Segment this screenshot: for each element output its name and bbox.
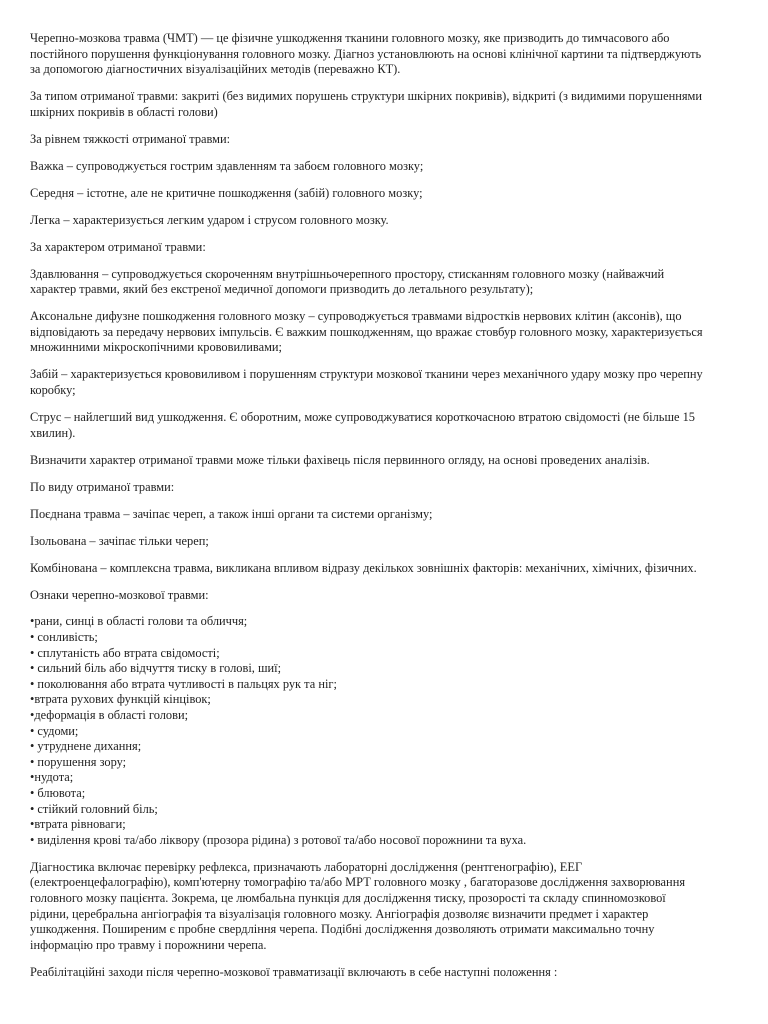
symptom-list-item: • сонливість; — [30, 630, 98, 645]
symptom-list-item: •втрата рівноваги; — [30, 817, 126, 832]
paragraph: Забій – характеризується крововиливом і порушенням структури мозкової тканини через механічного удару мозку про черепну коробку; — [30, 367, 703, 398]
paragraph: Ознаки черепно-мозкової травми: — [30, 587, 209, 602]
paragraph: Аксональне дифузне пошкодження головного мозку – супроводжується травмами відростків нервових клітин (аксонів), що відповідають за передачу нервових імпульсів. Є важким пошкодженням, що вражає стовбур головного мозку, характеризується множинними мікроскопічними крововиливами; — [30, 309, 703, 355]
symptom-list-item: • поколювання або втрата чутливості в пальцях рук та ніг; — [30, 676, 337, 691]
paragraph: Поєднана травма – зачіпає череп, а також інші органи та системи організму; — [30, 506, 433, 521]
symptom-list-item: • порушення зору; — [30, 754, 127, 769]
symptom-list-item: • утруднене дихання; — [30, 739, 142, 754]
paragraph: Важка – супроводжується гострим здавленням та забоєм головного мозку; — [30, 158, 424, 173]
paragraph: Діагностика включає перевірку рефлекса, призначають лабораторні дослідження (рентгенографію), ЕЕГ (електроенцефалографію), комп'ютерну томографію та/або МРТ головного мозку , багаторазове дослідження захворювання головного мозку пацієнта. Зокрема, це люмбальна пункція для дослідження тиску, прозорості та складу спинномозкової рідини, церебральна ангіографія та візуалізація головного мозку. Ангіографія дозволяє визначити предмет і характер ушкодження. Поширеним є пробне свердління черепа. Подібні дослідження дозволяють отримати максимально точну інформацію про травму і порожнини черепа. — [30, 859, 686, 952]
document-paragraphs-bottom — [30, 860, 706, 981]
symptom-list-item: •рани, синці в області голови та обличчя; — [30, 614, 248, 629]
paragraph: За рівнем тяжкості отриманої травми: — [30, 131, 231, 146]
document-paragraphs-top — [30, 31, 706, 603]
symptom-list-item: • стійкий головний біль; — [30, 801, 158, 816]
symptom-list-item: • сплутаність або втрата свідомості; — [30, 645, 220, 660]
symptom-list-item: •втрата рухових функцій кінцівок; — [30, 692, 211, 707]
paragraph: Струс – найлегший вид ушкодження. Є оборотним, може супроводжуватися короткочасною втратою свідомості (не більше 15 хвилин). — [30, 410, 695, 440]
symptom-list-item: • блювота; — [30, 786, 86, 801]
document-body — [30, 31, 706, 992]
symptom-list-item: •деформація в області голови; — [30, 708, 189, 723]
paragraph: По виду отриманої травми: — [30, 479, 175, 494]
paragraph: За типом отриманої травми: закриті (без видимих порушень структури шкірних покривів), відкриті (з видимими порушеннями шкірних покривів в області голови) — [30, 89, 703, 119]
paragraph: Середня – істотне, але не критичне пошкодження (забій) головного мозку; — [30, 185, 423, 200]
symptoms-list — [30, 614, 706, 848]
paragraph: Реабілітаційні заходи після черепно-мозкової травматизації включають в себе наступні положення : — [30, 964, 558, 979]
paragraph: Визначити характер отриманої травми може тільки фахівець після первинного огляду, на основі проведених аналізів. — [30, 452, 650, 467]
symptom-list-item: • виділення крові та/або ліквору (прозора рідина) з ротової та/або носової порожнини та вуха. — [30, 832, 527, 847]
paragraph: Ізольована – зачіпає тільки череп; — [30, 533, 209, 548]
paragraph: Черепно-мозкова травма (ЧМТ) — це фізичне ушкодження тканини головного мозку, яке призводить до тимчасового або постійного порушення функціонування головного мозку. Діагноз установлюють на основі клінічної картини та підтверджують за допомогою діагностичних візуалізаційних методів (переважно КТ). — [30, 31, 702, 77]
paragraph: Комбінована – комплексна травма, викликана впливом відразу декількох зовнішніх факторів: механічних, хімічних, фізичних. — [30, 560, 697, 575]
symptom-list-item: • судоми; — [30, 723, 79, 738]
paragraph: За характером отриманої травми: — [30, 239, 206, 254]
paragraph: Здавлювання – супроводжується скороченням внутрішньочерепного простору, стисканням головного мозку (найважчий характер травми, який без екстреної медичної допомоги призводить до летального результату); — [30, 266, 665, 297]
paragraph: Легка – характеризується легким ударом і струсом головного мозку. — [30, 212, 389, 227]
symptom-list-item: •нудота; — [30, 770, 74, 785]
symptom-list-item: • сильний біль або відчуття тиску в голові, шиї; — [30, 661, 282, 676]
